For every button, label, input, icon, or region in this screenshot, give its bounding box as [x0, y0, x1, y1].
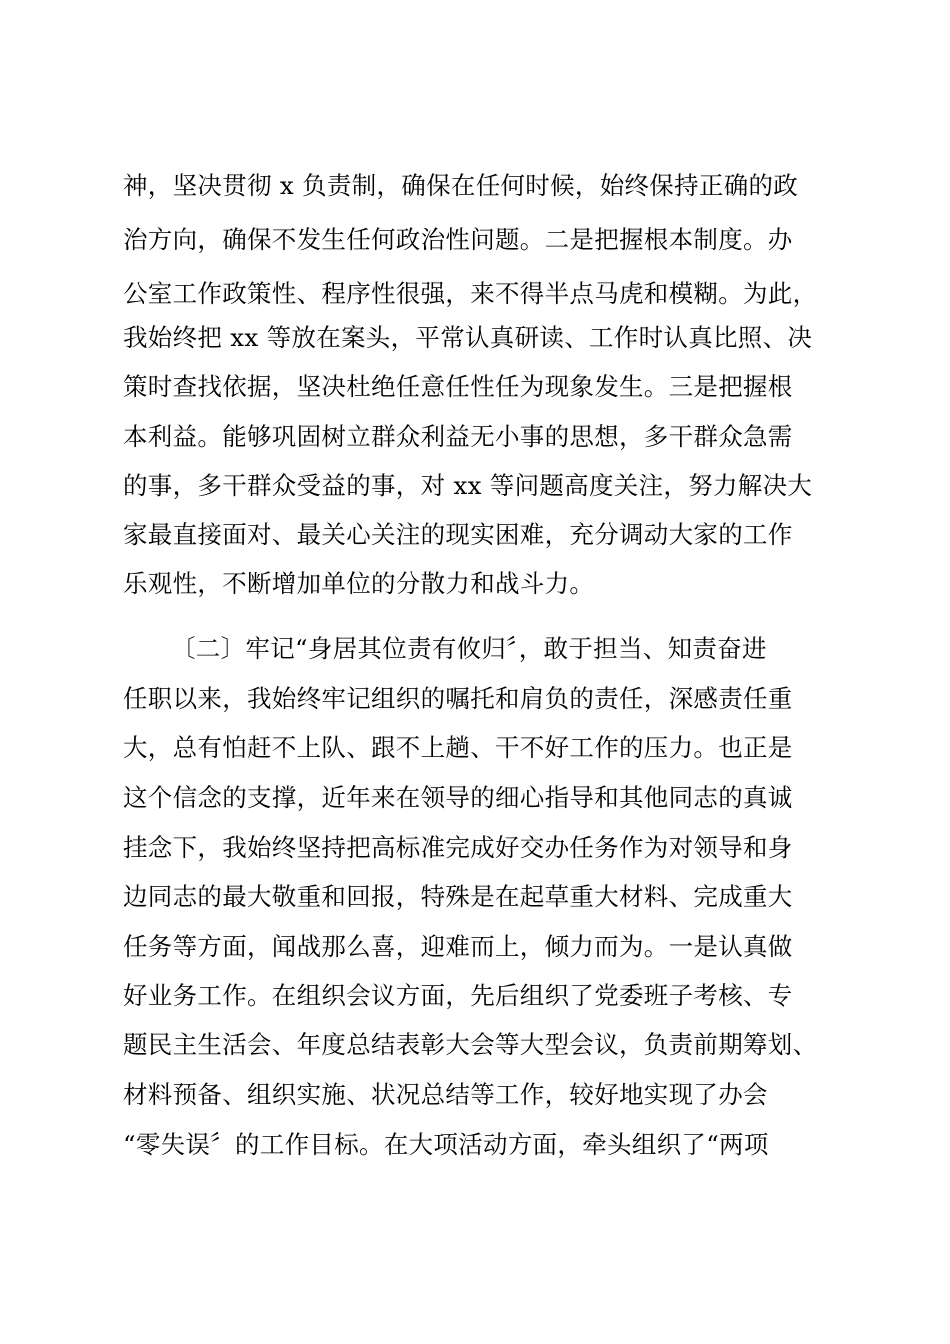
text-line: 神，坚决贯彻 x 负责制，确保在任何时候，始终保持正确的政 [123, 171, 799, 200]
text-line: 这个信念的支撑，近年来在领导的细心指导和其他同志的真诚 [123, 783, 793, 812]
text-line: 题民主生活会、年度总结表彰大会等大型会议，负责前期筹划、 [123, 1030, 818, 1059]
text-line: 材料预备、组织实施、状况总结等工作，较好地实现了办会 [123, 1080, 768, 1109]
text-line: 挂念下，我始终坚持把高标准完成好交办任务作为对领导和身 [123, 833, 793, 862]
text-line: 家最直接面对、最关心关注的现实困难，充分调动大家的工作 [123, 520, 793, 549]
text-line: 我始终把 xx 等放在案头，平常认真研读、工作时认真比照、决 [123, 323, 813, 352]
text-line: 乐观性，不断增加单位的分散力和战斗力。 [123, 569, 595, 598]
section-heading: 〔二〕牢记“身居其位责有攸归〞，敢于担当、知责奋进 [171, 634, 767, 663]
text-line: 策时查找依据，坚决杜绝任意任性任为现象发生。三是把握根 [123, 372, 793, 401]
text-line: “零失误〞的工作目标。在大项活动方面，牵头组织了“两项 [123, 1130, 769, 1159]
text-line: 公室工作政策性、程序性很强，来不得半点马虎和模糊。为此， [123, 279, 818, 308]
text-line: 边同志的最大敬重和回报，特殊是在起草重大材料、完成重大 [123, 882, 793, 911]
text-line: 治方向，确保不发生任何政治性问题。二是把握根本制度。办 [123, 225, 793, 254]
text-line: 好业务工作。在组织会议方面，先后组织了党委班子考核、专 [123, 981, 793, 1010]
text-line: 本利益。能够巩固树立群众利益无小事的思想，多干群众急需 [123, 422, 793, 451]
text-line: 任务等方面，闻战那么喜，迎难而上，倾力而为。一是认真做 [123, 932, 793, 961]
text-line: 大，总有怕赶不上队、跟不上趟、干不好工作的压力。也正是 [123, 733, 793, 762]
text-line: 任职以来，我始终牢记组织的嘱托和肩负的责任，深感责任重 [123, 684, 793, 713]
text-line: 的事，多干群众受益的事，对 xx 等问题高度关注，努力解决大 [123, 471, 813, 500]
